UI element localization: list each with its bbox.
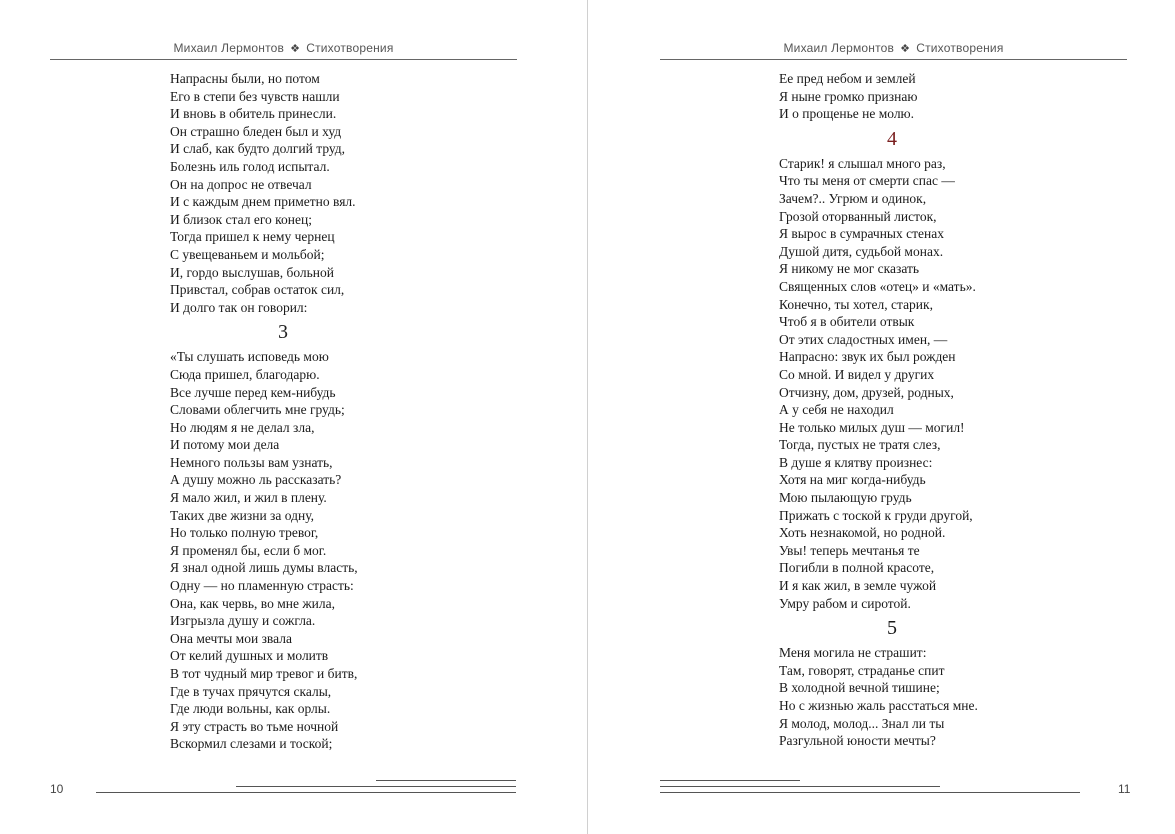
poem-line: Я вырос в сумрачных стенах: [779, 226, 944, 242]
poem-line: Не только милых душ — могил!: [779, 419, 965, 435]
header-author: Михаил Лермонтов: [783, 41, 895, 55]
poem-line: И с каждым днем приметно вял.: [170, 194, 356, 210]
poem-line: И близок стал его конец;: [170, 211, 312, 227]
poem-line: Конечно, ты хотел, старик,: [779, 296, 933, 312]
poem-line: Одну — но пламенную страсть:: [170, 578, 354, 594]
poem-line: Что ты меня от смерти спас —: [779, 173, 955, 189]
poem-line: И вновь в обитель принесли.: [170, 106, 337, 122]
footer-rule: [236, 786, 516, 787]
poem-line: Но людям я не делал зла,: [170, 419, 315, 435]
stanza-block: [170, 70, 500, 316]
left-page: [0, 0, 587, 834]
poem-line: В душе я клятву произнес:: [779, 454, 933, 470]
poem-line: Тогда, пустых не тратя слез,: [779, 437, 941, 453]
poem-line: От келий душных и молитв: [170, 648, 329, 664]
poem-line: А душу можно ль рассказать?: [170, 472, 342, 488]
poem-line: Ее пред небом и землей: [779, 71, 916, 86]
poem-line: В тот чудный мир тревог и битв,: [170, 666, 358, 681]
poem-line: Хоть незнакомой, но родной.: [779, 525, 946, 541]
poem-line: Где люди вольны, как орлы.: [170, 701, 331, 717]
header-ornament-icon: ❖: [900, 43, 911, 55]
poem-line: А у себя не находил: [779, 402, 894, 418]
poem-line: Я знал одной лишь думы власть,: [170, 560, 358, 576]
poem-line: Чтоб я в обители отвык: [779, 314, 915, 330]
page-number: 11: [1118, 782, 1131, 796]
header-rule: [50, 59, 517, 60]
poem-line: Словами облегчить мне грудь;: [170, 402, 345, 418]
stanza-block: [779, 70, 1119, 123]
poem-line: От этих сладостных имен, —: [779, 331, 948, 347]
header-ornament-icon: ❖: [290, 43, 301, 55]
poem-line: Я никому не мог сказать: [779, 261, 920, 277]
footer-rule: [660, 786, 940, 787]
poem-line: Она мечты мои звала: [170, 630, 292, 646]
stanza-block: [170, 348, 500, 753]
section-number: 5: [887, 617, 897, 640]
header-rule: [660, 59, 1127, 60]
footer-rule: [376, 780, 516, 781]
poem-line: Там, говорят, страданье спит: [779, 662, 945, 678]
poem-line: С увещеваньем и мольбой;: [170, 246, 325, 262]
poem-line: И потому мои дела: [170, 437, 280, 453]
right-running-header: [660, 41, 1127, 57]
poem-line: Его в степи без чувств нашли: [170, 88, 340, 104]
poem-line: Изгрызла душу и сожгла.: [170, 613, 316, 629]
poem-line: Все лучше перед кем-нибудь: [170, 384, 336, 400]
header-title: Стихотворения: [916, 41, 1004, 55]
poem-line: Она, как червь, во мне жила,: [170, 595, 336, 611]
poem-line: И слаб, как будто долгий труд,: [170, 141, 346, 157]
poem-line: Но с жизнью жаль расстаться мне.: [779, 698, 978, 713]
poem-line: Отчизну, дом, друзей, родных,: [779, 384, 954, 400]
left-poem-text: [170, 70, 500, 753]
left-running-header: [50, 41, 517, 57]
poem-line: Сюда пришел, благодарю.: [170, 366, 320, 382]
poem-line: «Ты слушать исповедь мою: [170, 349, 329, 365]
poem-line: В холодной вечной тишине;: [779, 680, 940, 696]
poem-line: Разгульной юности мечты?: [779, 733, 936, 749]
right-page: [588, 0, 1175, 834]
poem-line: Я молод, молод... Знал ли ты: [779, 715, 945, 731]
poem-line: Он на допрос не отвечал: [170, 176, 312, 192]
poem-line: Погибли в полной красоте,: [779, 560, 935, 576]
poem-line: Где в тучах прячутся скалы,: [170, 683, 332, 699]
poem-line: Немного пользы вам узнать,: [170, 454, 333, 470]
poem-line: Прижать с тоской к груди другой,: [779, 507, 973, 523]
poem-line: Тогда пришел к нему чернец: [170, 229, 335, 245]
header-author: Михаил Лермонтов: [173, 41, 285, 55]
footer-rule: [660, 780, 800, 781]
poem-line: Вскормил слезами и тоской;: [170, 736, 333, 752]
poem-line: Я эту страсть во тьме ночной: [170, 718, 339, 734]
poem-line: Старик! я слышал много раз,: [779, 155, 946, 171]
poem-line: Священных слов «отец» и «мать».: [779, 278, 976, 294]
poem-line: И я как жил, в земле чужой: [779, 578, 937, 594]
poem-line: И о прощенье не молю.: [779, 106, 915, 122]
footer-rule: [96, 792, 516, 793]
poem-line: Я ныне громко признаю: [779, 88, 918, 104]
poem-line: Душой дитя, судьбой монах.: [779, 243, 944, 259]
poem-line: Меня могила не страшит:: [779, 645, 927, 661]
right-poem-text: [779, 70, 1119, 750]
footer-rule: [660, 792, 1080, 793]
poem-line: Зачем?.. Угрюм и одинок,: [779, 190, 927, 206]
poem-line: Болезнь иль голод испытал.: [170, 158, 330, 174]
poem-line: Напрасны были, но потом: [170, 71, 320, 86]
poem-line: Привстал, собрав остаток сил,: [170, 282, 345, 298]
poem-line: И, гордо выслушав, больной: [170, 264, 334, 280]
poem-line: Увы! теперь мечтанья те: [779, 542, 920, 558]
poem-line: Грозой оторванный листок,: [779, 208, 937, 224]
stanza-block: [779, 644, 1119, 750]
poem-line: Таких две жизни за одну,: [170, 507, 314, 523]
poem-line: Мою пылающую грудь: [779, 490, 912, 506]
header-title: Стихотворения: [306, 41, 394, 55]
poem-line: Он страшно бледен был и худ: [170, 123, 342, 139]
poem-line: Я променял бы, если б мог.: [170, 542, 327, 558]
poem-line: Умру рабом и сиротой.: [779, 595, 911, 611]
stanza-block: [779, 155, 1119, 612]
poem-line: Напрасно: звук их был рожден: [779, 349, 956, 365]
section-number: 4: [887, 127, 897, 150]
page-number: 10: [50, 782, 64, 796]
poem-line: Я мало жил, и жил в плену.: [170, 490, 327, 506]
poem-line: Со мной. И видел у других: [779, 366, 935, 382]
poem-line: Но только полную тревог,: [170, 525, 319, 541]
section-number: 3: [278, 321, 288, 344]
poem-line: Хотя на миг когда-нибудь: [779, 472, 926, 488]
poem-line: И долго так он говорил:: [170, 299, 308, 315]
